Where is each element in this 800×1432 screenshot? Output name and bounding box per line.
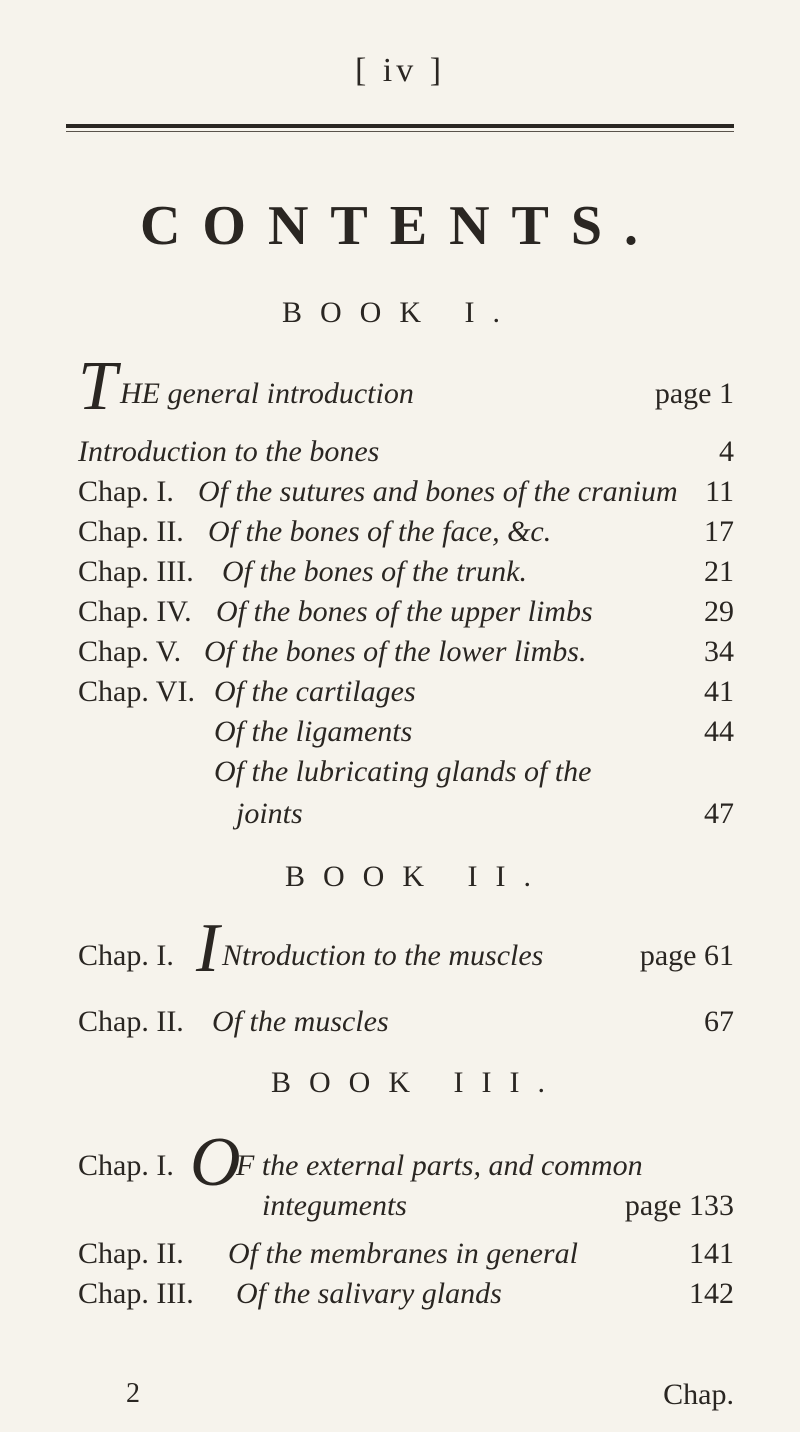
entry-page: 67	[704, 1005, 734, 1038]
entry-page: 21	[704, 555, 734, 588]
book-heading: BOOK III.	[271, 1066, 563, 1099]
toc-entry	[0, 710, 800, 754]
book-heading: BOOK I.	[282, 296, 518, 329]
toc-entry	[0, 430, 800, 474]
entry-chapter: Chap. II.	[78, 1237, 184, 1270]
entry-title: Introduction to the bones	[78, 435, 380, 468]
entry-page: 11	[705, 475, 734, 508]
entry-chapter: Chap. I.	[78, 475, 174, 508]
toc-entry	[0, 550, 800, 594]
entry-page: 141	[689, 1237, 734, 1270]
entry-chapter: Chap. II.	[78, 515, 184, 548]
entry-title: integuments	[262, 1189, 407, 1222]
toc-entry	[0, 670, 800, 714]
entry-page: 44	[704, 715, 734, 748]
entry-chapter: Chap. I.	[78, 1149, 174, 1182]
entry-title: HE general introduction	[120, 377, 414, 410]
toc-entry	[0, 590, 800, 634]
entry-chapter: Chap. IV.	[78, 595, 192, 628]
entry-page: 29	[704, 595, 734, 628]
entry-title: Of the membranes in general	[228, 1237, 578, 1270]
entry-title: Of the bones of the upper limbs	[216, 595, 593, 628]
header-rule-thin	[66, 131, 734, 132]
entry-title: Of the cartilages	[214, 675, 416, 708]
dropcap: O	[190, 1124, 241, 1201]
entry-page: 47	[704, 797, 734, 830]
toc-entry	[0, 510, 800, 554]
toc-entry	[0, 1000, 800, 1044]
entry-chapter: Chap. III.	[78, 555, 194, 588]
catchword: Chap.	[663, 1378, 734, 1411]
entry-title: Ntroduction to the muscles	[222, 939, 544, 972]
entry-title: Of the ligaments	[214, 715, 413, 748]
dropcap: I	[196, 910, 220, 987]
entry-title: Of the sutures and bones of the cranium	[198, 475, 678, 508]
entry-chapter: Chap. III.	[78, 1277, 194, 1310]
entry-page: page 61	[639, 939, 734, 972]
entry-title: Of the bones of the trunk.	[222, 555, 527, 588]
entry-title: joints	[236, 797, 303, 830]
entry-title: Of the lubricating glands of the	[214, 755, 592, 788]
book-heading: BOOK II.	[285, 860, 549, 893]
toc-entry	[0, 792, 800, 836]
toc-entry	[0, 470, 800, 514]
entry-page: page 133	[624, 1189, 734, 1222]
entry-chapter: Chap. VI.	[78, 675, 195, 708]
entry-title: Of the muscles	[212, 1005, 389, 1038]
entry-title: Of the bones of the face, &c.	[208, 515, 552, 548]
entry-title: F the external parts, and common	[236, 1149, 643, 1182]
header-rule	[66, 124, 734, 128]
entry-page: 4	[719, 435, 734, 468]
toc-entry	[0, 1232, 800, 1276]
toc-entry	[0, 348, 800, 425]
entry-page: 17	[704, 515, 734, 548]
entry-title: Of the bones of the lower limbs.	[204, 635, 587, 668]
toc-entry	[0, 630, 800, 674]
entry-chapter: Chap. V.	[78, 635, 182, 668]
entry-title: Of the salivary glands	[236, 1277, 502, 1310]
page-title: CONTENTS.	[139, 195, 661, 257]
toc-entry	[0, 750, 800, 794]
entry-page: 41	[704, 675, 734, 708]
entry-page: page 1	[654, 377, 734, 410]
toc-entry	[0, 1124, 800, 1201]
entry-page: 142	[689, 1277, 734, 1310]
dropcap: T	[78, 348, 117, 425]
toc-entry	[0, 910, 800, 987]
signature-mark: 2	[126, 1378, 140, 1409]
entry-chapter: Chap. I.	[78, 939, 174, 972]
page-header: [ iv ]	[354, 52, 446, 89]
entry-chapter: Chap. II.	[78, 1005, 184, 1038]
toc-entry	[0, 1184, 800, 1228]
entry-page: 34	[704, 635, 734, 668]
toc-entry	[0, 1272, 800, 1316]
